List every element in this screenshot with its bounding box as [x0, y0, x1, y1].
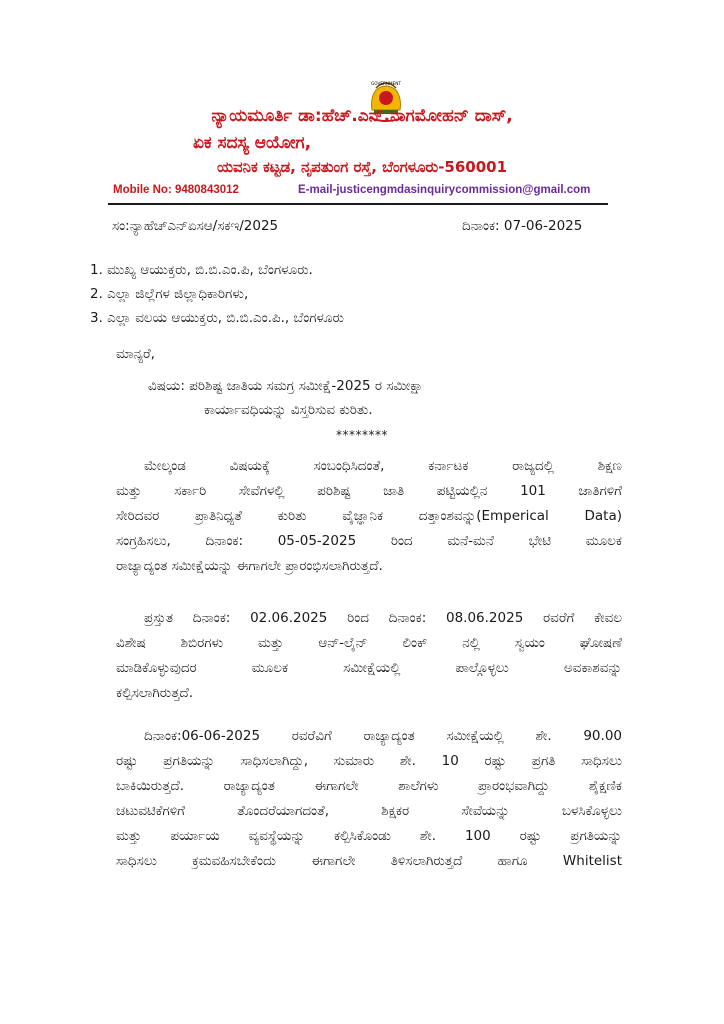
recipient-item: 3. ಎಲ್ಲಾ ವಲಯ ಆಯುಕ್ತರು, ಬಿ.ಬಿ.ಎಂ.ಪಿ., ಬೆಂಗಳೂರು: [90, 310, 344, 326]
paragraph-line: ಚಟುವಟಿಕೆಗಳಿಗೆ ತೊಂದರೆಯಾಗದಂತೆ, ಶಿಕ್ಷಕರ ಸೇವೆಯನ್ನು ಬಳಸಿಕೊಳ್ಳಲು: [116, 803, 622, 819]
recipient-list: [90, 258, 344, 330]
paragraph-line: ಸಂಗ್ರಹಿಸಲು, ದಿನಾಂಕ: 05-05-2025 ರಿಂದ ಮನೆ-ಮನೆ ಭೇಟಿ ಮೂಲಕ: [116, 533, 622, 549]
body-paragraph: [116, 724, 622, 874]
salutation: ಮಾನ್ಯರೆ,: [116, 346, 155, 362]
letter-date: ದಿನಾಂಕ: 07-06-2025: [462, 218, 583, 234]
paragraph-line: ಪ್ರಸ್ತುತ ದಿನಾಂಕ: 02.06.2025 ರಿಂದ ದಿನಾಂಕ: 08.06.2025 ರವರೆಗೆ ಕೇವಲ: [144, 610, 622, 626]
paragraph-line: ಕಲ್ಪಿಸಲಾಗಿರುತ್ತದೆ.: [116, 685, 194, 701]
header-divider: [108, 203, 608, 205]
letterhead-address: ಯವನಿಕ ಕಟ್ಟಡ, ನೃಪತುಂಗ ರಸ್ತೆ, ಬೆಂಗಳೂರು-560001: [216, 158, 508, 176]
paragraph-line: ಬಾಕಿಯಿರುತ್ತದೆ. ರಾಜ್ಯಾದ್ಯಂತ ಈಗಾಗಲೇ ಶಾಲೆಗಳು ಪ್ರಾರಂಭವಾಗಿದ್ದು ಶೈಕ್ಷಣಿಕ: [116, 778, 622, 794]
subject-line: ವಿಷಯ: ಪರಿಶಿಷ್ಟ ಜಾತಿಯ ಸಮಗ್ರ ಸಮೀಕ್ಷೆ-2025 ರ ಸಮೀಕ್ಷಾ: [148, 378, 424, 394]
body-paragraph: [116, 454, 622, 579]
recipient-item: 2. ಎಲ್ಲಾ ಜಿಲ್ಲೆಗಳ ಜಿಲ್ಲಾಧಿಕಾರಿಗಳು,: [90, 286, 249, 302]
paragraph-line: ಸೇರಿದವರ ಪ್ರಾತಿನಿಧ್ಯತೆ ಕುರಿತು ವೈಜ್ಞಾನಿಕ ದತ್ತಾಂಶವನ್ನು(Emperical Data): [116, 508, 622, 524]
email-address: E-mail-justicengmdasinquirycommission@gmail.com: [298, 184, 591, 196]
letterhead-commission: ಏಕ ಸದಸ್ಯ ಆಯೋಗ,: [192, 133, 312, 153]
paragraph-line: ಮೇಲ್ಕಂಡ ವಿಷಯಕ್ಕೆ ಸಂಬಂಧಿಸಿದಂತೆ, ಕರ್ನಾಟಕ ರಾಜ್ಯದಲ್ಲಿ ಶಿಕ್ಷಣ: [144, 458, 622, 474]
paragraph-line: ಮತ್ತು ಸರ್ಕಾರಿ ಸೇವೆಗಳಲ್ಲಿ ಪರಿಶಿಷ್ಟ ಜಾತಿ ಪಟ್ಟಿಯಲ್ಲಿನ 101 ಜಾತಿಗಳಿಗೆ: [116, 483, 622, 499]
paragraph-line: ಮಾಡಿಕೊಳ್ಳುವುದರ ಮೂಲಕ ಸಮೀಕ್ಷೆಯಲ್ಲಿ ಪಾಲ್ಗೊಳ್ಳಲು ಅವಕಾಶವನ್ನು: [116, 660, 622, 676]
mobile-number: Mobile No: 9480843012: [113, 184, 239, 196]
paragraph-line: ರಾಜ್ಯಾದ್ಯಂತ ಸಮೀಕ್ಷೆಯನ್ನು ಈಗಾಗಲೇ ಪ್ರಾರಂಭಿಸಲಾಗಿರುತ್ತದೆ.: [116, 558, 383, 574]
subject-line: ಕಾರ್ಯಾವಧಿಯನ್ನು ವಿಸ್ತರಿಸುವ ಕುರಿತು.: [204, 402, 373, 418]
body-paragraph: [116, 606, 622, 706]
paragraph-line: ಮತ್ತು ಪರ್ಯಾಯ ವ್ಯವಸ್ಥೆಯನ್ನು ಕಲ್ಪಿಸಿಕೊಂಡು ಶೇ. 100 ರಷ್ಟು ಪ್ರಗತಿಯನ್ನು: [116, 828, 622, 844]
paragraph-line: ರಷ್ಟು ಪ್ರಗತಿಯನ್ನು ಸಾಧಿಸಲಾಗಿದ್ದು, ಸುಮಾರು ಶೇ. 10 ರಷ್ಟು ಪ್ರಗತಿ ಸಾಧಿಸಲು: [116, 753, 622, 769]
recipient-item: 1. ಮುಖ್ಯ ಆಯುಕ್ತರು, ಬಿ.ಬಿ.ಎಂ.ಪಿ, ಬೆಂಗಳೂರು.: [90, 262, 313, 278]
subject: [148, 374, 423, 422]
letterhead-name: ನ್ಯಾಯಮೂರ್ತಿ ಡಾ:ಹೆಚ್.ಎನ್.ನಾಗಮೋಹನ್ ದಾಸ್,: [211, 106, 513, 126]
paragraph-line: ದಿನಾಂಕ:06-06-2025 ರವರೆವಿಗೆ ರಾಜ್ಯಾದ್ಯಂತ ಸಮೀಕ್ಷೆಯಲ್ಲಿ ಶೇ. 90.00: [144, 728, 622, 744]
reference-number: ಸಂ:ನ್ಯಾಹೆಚ್ಎನ್ಏಸಆ/ಸಕಇ/2025: [112, 218, 279, 234]
separator: ********: [336, 428, 388, 442]
paragraph-line: ವಿಶೇಷ ಶಿಬಿರಗಳು ಮತ್ತು ಆನ್-ಲೈನ್ ಲಿಂಕ್ ನಲ್ಲಿ ಸ್ವಯಂ ಘೋಷಣೆ: [116, 635, 622, 651]
emblem-text: GOVERNMENT: [371, 81, 401, 86]
paragraph-line: ಸಾಧಿಸಲು ಕ್ರಮವಹಿಸಬೇಕೆಂದು ಈಗಾಗಲೇ ತಿಳಿಸಲಾಗಿರುತ್ತದೆ ಹಾಗೂ Whitelist: [116, 853, 622, 869]
